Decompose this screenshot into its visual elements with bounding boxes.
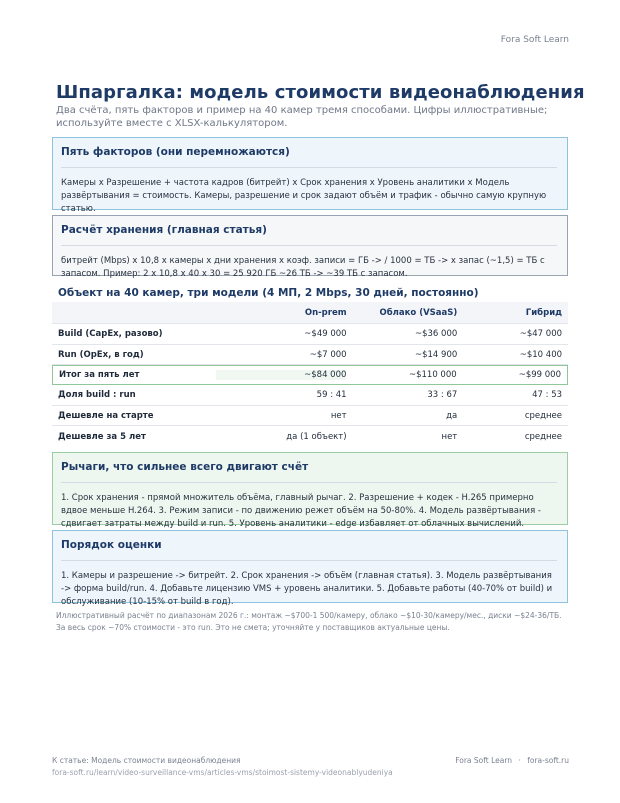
table-cell: да (1 объект) — [286, 432, 347, 442]
table-cell: ~$36 000 — [414, 329, 458, 339]
table-title: Объект на 40 камер, три модели (4 МП, 2 Mbps, 30 дней, постоянно) — [58, 287, 479, 299]
table-cell: среднее — [524, 432, 563, 442]
table-row — [52, 385, 568, 406]
table-cell: 59 : 41 — [316, 390, 347, 400]
footer-brand — [455, 756, 569, 765]
factors-title: Пять факторов (они перемножаются) — [61, 146, 290, 158]
levers-title: Рычаги, что сильнее всего двигают счёт — [61, 461, 309, 473]
table-cell: ~$14 900 — [414, 349, 458, 360]
storage-card — [52, 215, 568, 279]
table-cell: 33 : 67 — [427, 390, 458, 400]
order-title: Порядок оценки — [61, 539, 162, 551]
order-text: 1. Камеры и разрешение -> битрейт. 2. Срок хранения -> объём (главная статья). 3. Модель развёртывания -> форма build/run. 4. Добавьте лицензию VMS + уровень аналитики. 5. Добавьте работы (40-70% от build) и обслуживание (10-15% от build в год). — [61, 560, 557, 609]
row-label: Дешевле на старте — [58, 410, 154, 421]
table-row — [52, 406, 568, 426]
table-header-cell: Облако (VSaaS) — [379, 307, 458, 318]
footer-site-link[interactable]: fora-soft.ru — [527, 756, 569, 765]
levers-card — [52, 452, 568, 529]
table-row — [52, 426, 568, 448]
footer-article-link[interactable]: К статье: Модель стоимости видеонаблюдения — [52, 756, 241, 765]
table-cell: ~$110 000 — [408, 370, 457, 380]
table-cell: 47 : 53 — [532, 390, 563, 400]
footer-url[interactable]: fora-soft.ru/learn/video-surveillance-vms/articles-vms/stoimost-sistemy-videonablyudeniya — [52, 768, 393, 777]
table-cell: среднее — [524, 410, 563, 421]
row-label: Итог за пять лет — [59, 370, 140, 380]
row-label: Доля build : run — [58, 390, 136, 400]
table-cell: ~$99 000 — [518, 370, 561, 380]
table-row-total — [52, 365, 568, 385]
table-cell: ~$84 000 — [216, 370, 346, 380]
row-label: Run (OpEx, в год) — [58, 349, 144, 360]
factors-text: Камеры x Разрешение + частота кадров (битрейт) x Срок хранения x Уровень аналитики x Модель развёртывания = стоимость. Камеры, разрешение и срок задают объём и трафик - обычно самую крупную статью. — [61, 167, 557, 216]
cost-table — [52, 302, 568, 448]
levers-text: 1. Срок хранения - прямой множитель объёма, главный рычаг. 2. Разрешение + кодек - H.265 примерно вдвое меньше H.264. 3. Режим записи - по движению режет объём на 50-80%. 4. Модель развёртывания - сдвигает затраты между build и run. 5. Уровень аналитики - edge избавляет от облачных вычислений. — [61, 482, 557, 531]
table-cell: ~$47 000 — [519, 329, 563, 339]
table-cell: ~$10 400 — [519, 349, 563, 360]
footer-separator: · — [518, 756, 521, 765]
table-row — [52, 345, 568, 365]
table-cell: нет — [441, 432, 458, 442]
storage-text: битрейт (Mbps) x 10,8 x камеры x дни хранения x коэф. записи = ГБ -> / 1000 = ТБ -> x запас (~1,5) = ТБ с запасом. Пример: 2 x 10,8 x 40 x 30 = 25 920 ГБ ~26 ТБ -> ~39 ТБ с запасом. — [61, 245, 557, 281]
table-header-cell: On-prem — [304, 307, 347, 318]
table-header-cell: Гибрид — [525, 307, 563, 318]
order-card — [52, 530, 568, 607]
table-row — [52, 324, 568, 345]
table-header-row — [52, 302, 568, 324]
page-subtitle: Два счёта, пять факторов и пример на 40 камер тремя способами. Цифры иллюстративные; используйте вместе с XLSX-калькулятором. — [56, 105, 548, 129]
page-title: Шпаргалка: модель стоимости видеонаблюдения — [56, 82, 585, 103]
brand-label: Fora Soft Learn — [500, 35, 569, 45]
table-cell: нет — [330, 410, 347, 421]
row-label: Дешевле за 5 лет — [58, 432, 146, 442]
row-label: Build (CapEx, разово) — [58, 329, 163, 339]
table-cell: ~$49 000 — [304, 329, 347, 339]
footer-brand-name: Fora Soft Learn — [455, 756, 513, 765]
storage-title: Расчёт хранения (главная статья) — [61, 224, 267, 236]
factors-card — [52, 137, 568, 214]
disclaimer-note: Иллюстративный расчёт по диапазонам 2026 г.: монтаж ~$700-1 500/камеру, облако ~$10-30/камеру/мес., диски ~$24-36/ТБ. За весь срок ~70% стоимости - это run. Это не смета; уточняйте у поставщиков актуальные цены. — [56, 611, 562, 632]
table-cell: да — [446, 410, 458, 421]
table-cell: ~$7 000 — [309, 349, 347, 360]
